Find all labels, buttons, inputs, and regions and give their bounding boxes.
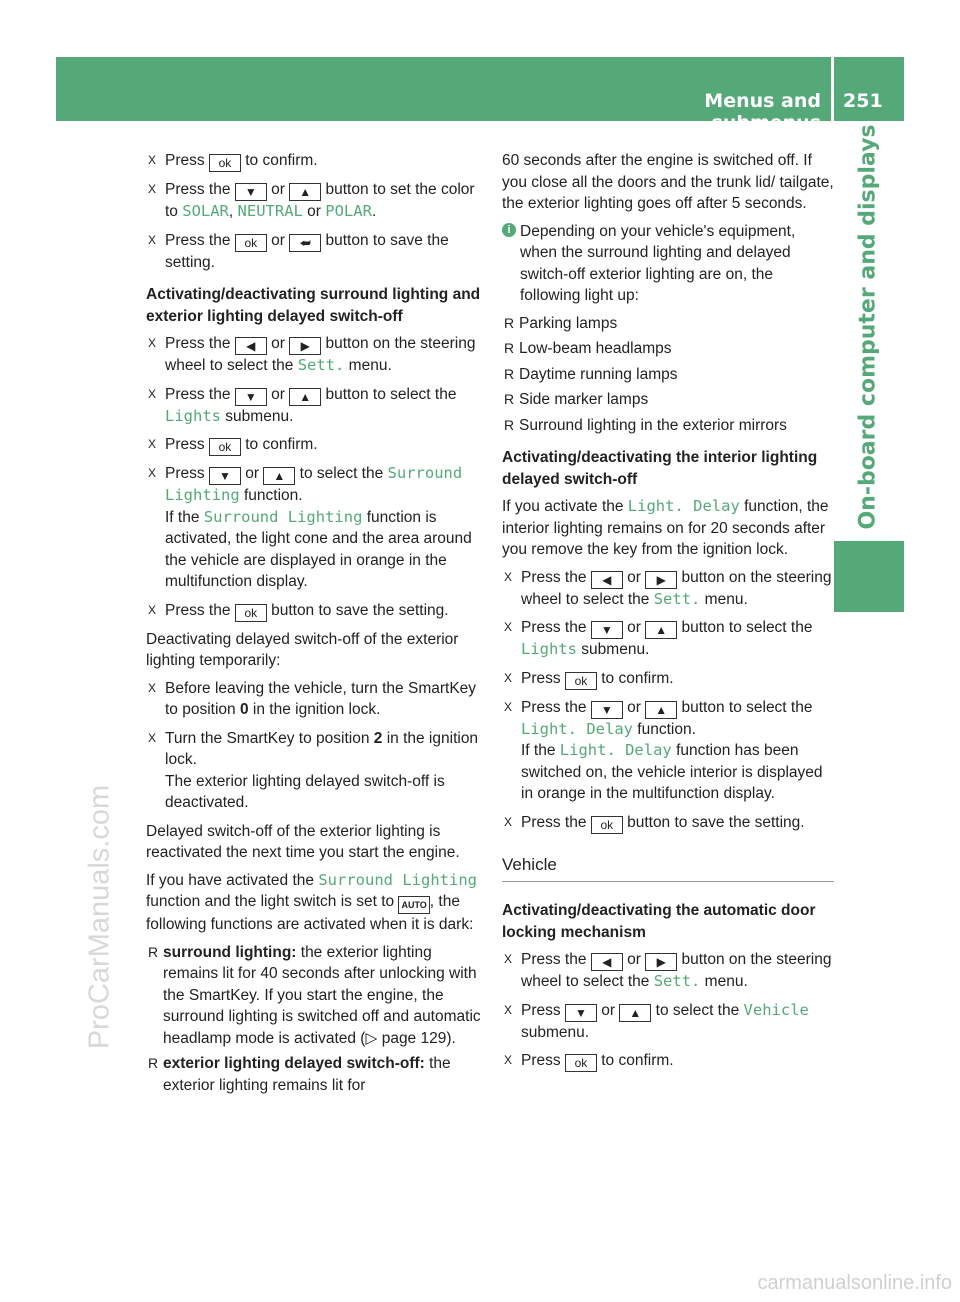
list-item <box>146 942 482 1050</box>
step-arrow-icon: X <box>504 1002 513 1017</box>
text: Side marker lamps <box>519 391 649 408</box>
step-arrow-icon: X <box>148 680 157 695</box>
paragraph <box>502 496 834 561</box>
text: Press <box>165 152 209 169</box>
ok-key-icon: ok <box>565 1054 597 1072</box>
text: or <box>240 465 264 482</box>
text: or <box>622 951 646 968</box>
text: the exterior lighting remains lit for 40 seconds after unlocking with the SmartKey. If you start the engine, the surround lighting is switched off and automatic headlamp mode is activated ( <box>163 943 481 1047</box>
step <box>146 384 482 428</box>
left-key-icon: ◀ <box>591 953 623 971</box>
position-value: 0 <box>239 701 249 718</box>
display-term: Vehicle <box>743 1000 809 1019</box>
position-value: 2 <box>373 729 383 747</box>
text: or <box>622 568 646 586</box>
down-key-icon: ▼ <box>209 467 241 485</box>
step-arrow-icon: X <box>148 182 157 196</box>
text: button on the steering wheel to select the <box>521 951 832 990</box>
text: function. <box>632 720 696 738</box>
display-term: SOLAR <box>182 202 229 220</box>
ok-key-icon: ok <box>235 604 267 622</box>
text: If you activate the <box>502 498 628 515</box>
step <box>146 333 482 377</box>
text: function. <box>239 487 303 504</box>
step-arrow-icon: X <box>148 386 157 401</box>
left-key-icon: ◀ <box>235 337 267 355</box>
text: button to set the color to <box>165 181 475 220</box>
text: Press <box>165 465 209 482</box>
text: or <box>266 385 290 403</box>
text: to select the <box>295 465 388 482</box>
step-arrow-icon: X <box>504 814 513 829</box>
step <box>146 150 482 172</box>
display-term: Light. Delay <box>559 741 672 759</box>
text: Press the <box>521 813 591 831</box>
text: function has been switched on, the vehicle interior is displayed in orange in the multifunction display. <box>521 742 823 802</box>
bullet-icon: R <box>504 314 515 331</box>
text: Press the <box>521 619 591 636</box>
display-term: Lights <box>165 406 221 425</box>
paragraph <box>146 870 482 936</box>
ok-key-icon: ok <box>565 672 597 690</box>
text: Low-beam headlamps <box>519 340 672 357</box>
up-key-icon: ▲ <box>263 467 295 485</box>
page-title: Menus and submenus <box>704 90 821 134</box>
text: menu. <box>700 973 748 990</box>
text: to confirm. <box>596 1052 674 1069</box>
text: Press the <box>521 568 591 586</box>
right-key-icon: ▶ <box>289 337 321 355</box>
text: button to save the setting. <box>165 231 449 271</box>
step <box>146 678 482 721</box>
up-key-icon: ▲ <box>645 701 677 719</box>
up-key-icon: ▲ <box>289 183 321 201</box>
chapter-label: On-board computer and displays <box>855 124 881 530</box>
text: Press the <box>165 335 235 352</box>
step <box>502 617 834 661</box>
text: Depending on your vehicle's equipment, when the surround lighting and delayed switch-off exterior lighting are on, the following light up: <box>520 222 796 304</box>
text: to confirm. <box>240 436 318 453</box>
step-arrow-icon: X <box>148 153 157 167</box>
text: button to select the <box>677 619 813 636</box>
text: . <box>371 203 377 220</box>
step <box>146 230 482 274</box>
step-arrow-icon: X <box>148 232 157 247</box>
paragraph: Delayed switch-off of the exterior lighting is reactivated the next time you start the engine. <box>146 822 460 861</box>
step-arrow-icon: X <box>148 602 157 617</box>
page-number: 251 <box>843 90 883 112</box>
bullet-icon: R <box>504 340 515 356</box>
display-term: Lights <box>521 640 577 658</box>
step <box>146 463 482 593</box>
list-item <box>502 364 834 386</box>
info-note <box>502 221 834 307</box>
text: The exterior lighting delayed switch-off is deactivated. <box>165 772 445 811</box>
paragraph: 60 seconds after the engine is switched off. If you close all the doors and the trunk lid/ tailgate, the exterior lighting goes off after 5 seconds. <box>502 152 834 212</box>
text: or <box>266 231 290 249</box>
display-term: Light. Delay <box>627 497 740 515</box>
text: to select the <box>651 1001 744 1019</box>
ok-key-icon: ok <box>591 816 623 834</box>
term: exterior lighting delayed switch-off: <box>163 1055 425 1072</box>
term: surround lighting: <box>163 943 297 961</box>
page-ref: page 129). <box>377 1029 456 1047</box>
up-key-icon: ▲ <box>619 1004 651 1022</box>
step-arrow-icon: X <box>504 670 513 685</box>
back-key-icon: ⮨ <box>289 234 321 252</box>
text: function, the interior lighting remains on for 20 seconds after you remove the key from the ignition lock. <box>502 498 829 558</box>
step <box>502 812 834 834</box>
left-column <box>146 150 482 1100</box>
text: Press <box>521 1001 565 1019</box>
text: , the following functions are activated when it is dark: <box>146 893 474 933</box>
display-term: Surround Lighting <box>203 507 363 526</box>
text: submenu. <box>577 641 650 658</box>
text: Press the <box>165 181 235 198</box>
left-key-icon: ◀ <box>591 571 623 589</box>
step-arrow-icon: X <box>504 1053 513 1067</box>
text: , <box>228 203 238 220</box>
right-key-icon: ▶ <box>645 953 677 971</box>
bullet-icon: R <box>504 416 515 433</box>
ok-key-icon: ok <box>235 234 267 252</box>
ok-key-icon: ok <box>209 438 241 456</box>
text: button to select the <box>677 698 813 716</box>
text: Press the <box>165 231 235 249</box>
up-key-icon: ▲ <box>645 621 677 639</box>
step-arrow-icon: X <box>504 952 513 966</box>
watermark: ProCarManuals.com <box>83 784 116 1050</box>
chapter-marker <box>834 541 904 612</box>
text: Turn the SmartKey to position <box>165 729 374 747</box>
list-item <box>502 313 834 335</box>
text: If the <box>165 508 204 526</box>
text: or <box>302 203 326 220</box>
text: menu. <box>700 590 748 608</box>
footer-watermark: carmanualsonline.info <box>757 1272 952 1294</box>
text: button on the steering wheel to select the <box>521 568 832 608</box>
display-term: Light. Delay <box>521 719 633 738</box>
text: Press <box>165 436 209 453</box>
display-term: POLAR <box>325 202 372 220</box>
step-arrow-icon: X <box>504 569 513 584</box>
step <box>146 728 482 814</box>
text: button on the steering wheel to select the <box>165 335 476 374</box>
ok-key-icon: ok <box>209 154 241 172</box>
text: or <box>622 698 646 716</box>
text: or <box>596 1001 620 1019</box>
list-item <box>502 389 834 411</box>
step <box>502 668 834 690</box>
text: If the <box>521 742 560 759</box>
text: Press the <box>521 698 591 716</box>
info-icon: i <box>502 223 516 237</box>
step-arrow-icon: X <box>148 336 157 350</box>
text: Press <box>521 669 565 687</box>
step <box>502 697 834 805</box>
down-key-icon: ▼ <box>565 1004 597 1022</box>
text: menu. <box>344 357 392 374</box>
step <box>502 1000 834 1044</box>
step <box>502 567 834 611</box>
display-term: Sett. <box>297 356 345 374</box>
bullet-icon: R <box>504 365 515 382</box>
auto-light-icon: AUTO <box>398 896 429 914</box>
text: to confirm. <box>240 152 318 169</box>
text: in the ignition lock. <box>165 729 479 768</box>
right-key-icon: ▶ <box>645 571 677 589</box>
step <box>146 179 482 223</box>
section-heading: Activating/deactivating the automatic door locking mechanism <box>502 902 816 941</box>
down-key-icon: ▼ <box>591 701 623 719</box>
text: Surround lighting in the exterior mirrors <box>519 416 787 434</box>
page-ref-icon: ▷ <box>365 1029 378 1047</box>
header-divider <box>831 57 834 121</box>
section-heading: Activating/deactivating the interior lighting delayed switch-off <box>502 449 818 488</box>
down-key-icon: ▼ <box>235 183 267 201</box>
text: the exterior lighting remains lit for <box>163 1055 451 1094</box>
step-arrow-icon: X <box>504 620 513 634</box>
text: If you have activated the <box>146 871 319 889</box>
step <box>146 600 482 622</box>
section-title: Vehicle <box>502 854 834 883</box>
text: submenu. <box>221 407 294 425</box>
step-arrow-icon: X <box>148 730 157 745</box>
text: button to save the setting. <box>266 601 449 619</box>
step-arrow-icon: X <box>504 699 513 714</box>
list-item <box>502 415 834 437</box>
step <box>146 434 482 456</box>
text: Before leaving the vehicle, turn the SmartKey to position <box>165 679 477 718</box>
step <box>502 1050 834 1072</box>
down-key-icon: ▼ <box>235 388 267 406</box>
text: or <box>622 619 646 636</box>
text: Press the <box>165 601 235 619</box>
step-arrow-icon: X <box>148 466 157 480</box>
text: in the ignition lock. <box>248 701 381 718</box>
list-item <box>146 1053 482 1096</box>
text: Parking lamps <box>519 314 618 332</box>
text: Press the <box>521 951 591 968</box>
text: function is activated, the light cone and the area around the vehicle are displayed in orange in the multifunction display. <box>165 508 472 590</box>
text: function and the light switch is set to <box>146 893 399 910</box>
step <box>502 949 834 993</box>
paragraph: Deactivating delayed switch-off of the exterior lighting temporarily: <box>146 630 459 669</box>
display-term: Surround Lighting <box>318 870 477 889</box>
section-heading: Activating/deactivating surround lighting and exterior lighting delayed switch-off <box>146 286 481 325</box>
text: or <box>266 181 290 198</box>
step-arrow-icon: X <box>148 437 157 451</box>
text: submenu. <box>521 1023 590 1041</box>
display-term: NEUTRAL <box>237 202 303 220</box>
bullet-icon: R <box>148 1055 159 1071</box>
bullet-icon: R <box>148 943 159 960</box>
text: Press <box>521 1052 565 1069</box>
text: or <box>266 335 290 352</box>
text: to confirm. <box>596 669 674 687</box>
display-term: Sett. <box>653 972 701 990</box>
display-term: Sett. <box>653 589 701 608</box>
text: Daytime running lamps <box>519 365 678 383</box>
list-item <box>502 338 834 360</box>
text: button to select the <box>321 385 457 403</box>
display-term: Surround Lighting <box>165 464 463 504</box>
bullet-icon: R <box>504 391 515 407</box>
down-key-icon: ▼ <box>591 621 623 639</box>
right-column <box>502 150 834 1079</box>
text: button to save the setting. <box>622 813 805 831</box>
text: Press the <box>165 385 235 403</box>
up-key-icon: ▲ <box>289 388 321 406</box>
